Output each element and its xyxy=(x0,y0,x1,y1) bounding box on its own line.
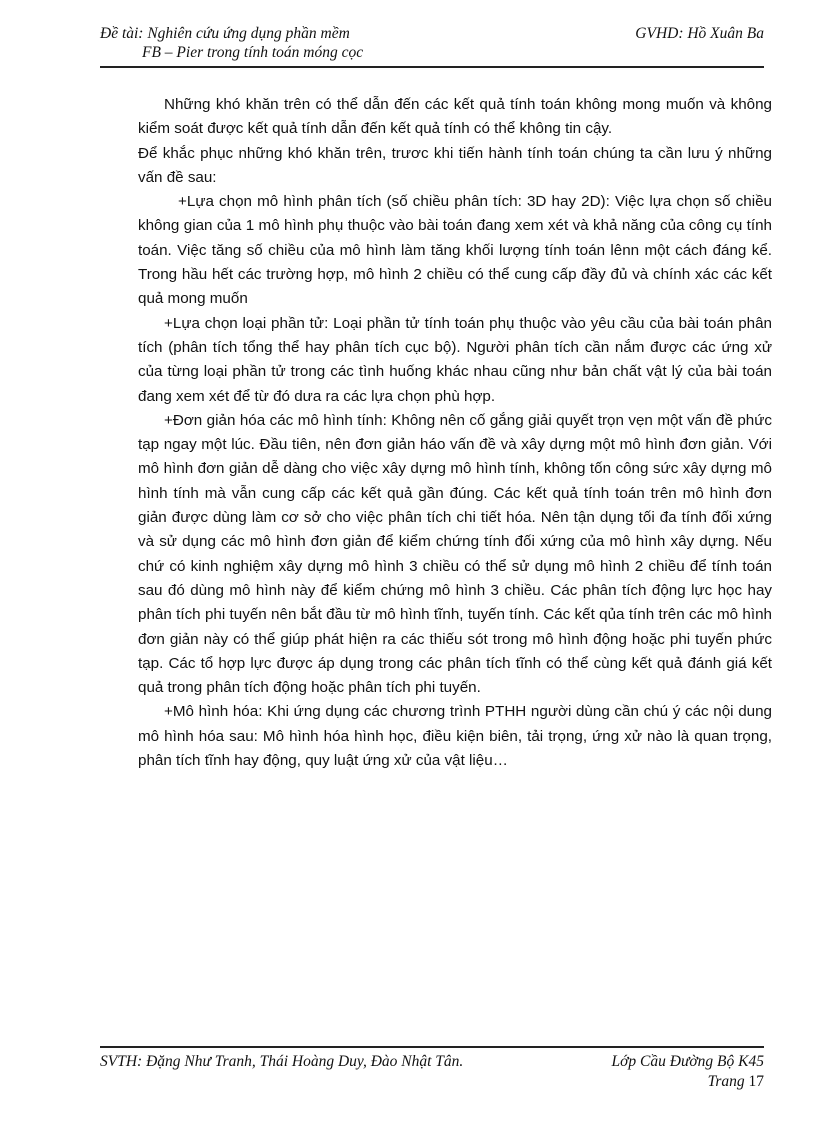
page-number xyxy=(708,1072,764,1092)
paragraph-element-selection: +Lựa chọn loại phần tử: Loại phần tử tính toán phụ thuộc vào yêu cầu của bài toán phân tích (phân tích tổng thể hay phân tích cục bộ). Người phân tích cần nắm được các ứng xử của từng loại phần tử trong các tình huống khác nhau cũng như bản chất vật lý của bài toán đang xem xét để từ đó dưa ra các lựa chọn phù hợp. xyxy=(138,314,772,405)
header-divider xyxy=(100,66,764,68)
advisor-name: GVHD: Hồ Xuân Ba xyxy=(635,25,764,42)
paragraph-simplification: +Đơn giản hóa các mô hình tính: Không nên cố gắng giải quyết trọn vẹn một vấn đề phức tạp ngay một lúc. Đầu tiên, nên đơn giản háo vấn đề và xây dựng một mô hình đơn giản. Với mô hình đơn giản dễ dàng cho việc xây dựng mô hình tính, không tốn công sức xây dựng mô hình tính mà vẫn cung cấp các kết quả gần đúng. Các kết quả tính toán trên mô hình đơn giản được dùng làm cơ sở cho việc phân tích chi tiết hóa. Nên tận dụng tối đa tính đối xứng và sử dụng các mô hình đơn giản để kiểm chứng tính đối xứng của mô hình xây dựng. Nếu chứ có kinh nghiệm xây dựng mô hình 3 chiều có thể sử dụng mô hình 2 chiều để tính toán sau đó dùng mô hình này để kiểm chứng mô hình 3 chiều. Các phân tích động lực học hay phân tích phi tuyến nên bắt đầu từ mô hình tĩnh, tuyến tính. Các kết qủa tính trên các mô hình đơn giản này có thể giúp phát hiện ra các thiếu sót trong mô hình động hoặc phi tuyến phức tạp. Các tổ hợp lực được áp dụng trong các phân tích tĩnh có thể cùng kết quả đánh giá kết quả trong phân tích động hoặc phân tích phi tuyến. xyxy=(138,411,772,697)
document-body xyxy=(138,93,772,773)
paragraph-intro: Những khó khăn trên có thể dẫn đến các kết quả tính toán không mong muốn và không kiểm soát được kết quả tính dẫn đến kết quả tính có thể không tin cậy. xyxy=(138,96,772,138)
thesis-topic xyxy=(100,24,363,62)
thesis-topic-line2: FB – Pier trong tính toán móng cọc xyxy=(142,44,364,61)
student-names: SVTH: Đặng Như Tranh, Thái Hoàng Duy, Đào Nhật Tân. xyxy=(100,1053,464,1070)
paragraph-modeling: +Mô hình hóa: Khi ứng dụng các chương trình PTHH người dùng cần chú ý các nội dung mô hình hóa sau: Mô hình hóa hình học, điều kiện biên, tải trọng, ứng xử nào là quan trọng, phân tích tĩnh hay động, quy luật ứng xử của vật liệu… xyxy=(138,703,772,770)
paragraph-notes: Để khắc phục những khó khăn trên, trươc khi tiến hành tính toán chúng ta cần lưu ý những vấn đề sau: xyxy=(138,144,772,186)
thesis-topic-line1: Đề tài: Nghiên cứu ứng dụng phần mềm xyxy=(100,25,350,42)
paragraph-model-selection: +Lựa chọn mô hình phân tích (số chiều phân tích: 3D hay 2D): Việc lựa chọn số chiều không gian của 1 mô hình phụ thuộc vào bài toán đang xem xét và khả năng của công cụ tính toán. Việc tăng số chiều của mô hình làm tăng khối lượng tính toán lênn một cách đáng kể. Trong hầu hết các trường hợp, mô hình 2 chiều có thể cung cấp đầy đủ và chính xác các kết quả mong muốn xyxy=(138,193,772,308)
class-name: Lớp Cầu Đường Bộ K45 xyxy=(611,1053,764,1070)
page-number-value: 17 xyxy=(748,1073,764,1090)
page-header xyxy=(100,24,764,70)
page-label: Trang xyxy=(707,1073,745,1090)
footer-divider xyxy=(100,1046,764,1048)
